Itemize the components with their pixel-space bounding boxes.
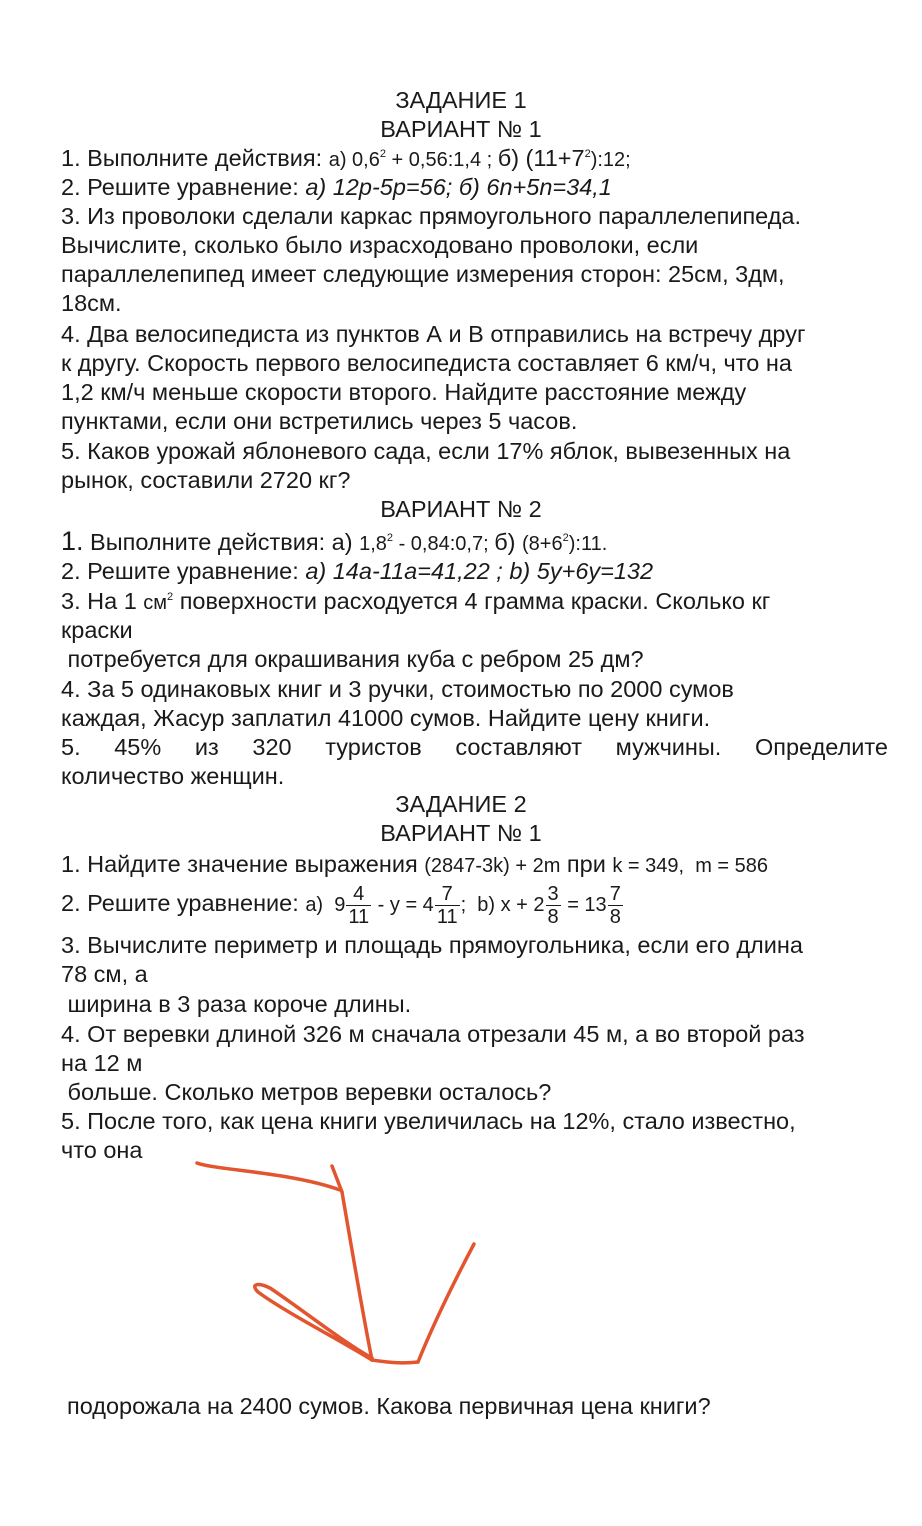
task-line: 5. 45% из 320 туристов составляют мужчины. Определите bbox=[61, 734, 888, 760]
task-line: Вычислите, сколько было израсходовано проволоки, если bbox=[61, 232, 699, 258]
task-line bbox=[61, 557, 891, 586]
task-line: ширина в 3 раза короче длины. bbox=[61, 991, 412, 1017]
task-line: параллелепипед имеет следующие измерения сторон: 25см, 3дм, bbox=[61, 261, 785, 287]
task-line: 1. Выполните действия: а) $1,8^2$ - 0,84:0,7; б) $(8+6^2):11$. bbox=[61, 526, 608, 556]
task-text: 1. Выполните действия: bbox=[61, 145, 329, 171]
task-line: 5. После того, как цена книги увеличилась на 12%, стало известно, bbox=[61, 1108, 796, 1134]
task-line: 18см. bbox=[61, 290, 122, 316]
task-line: 1,2 км/ч меньше скорости второго. Найдите расстояние между bbox=[61, 379, 747, 405]
task-line: рынок, составили 2720 кг? bbox=[61, 467, 351, 493]
task-text: 2. Решите уравнение: bbox=[61, 890, 306, 916]
task-line: количество женщин. bbox=[61, 763, 285, 789]
task-line: больше. Сколько метров веревки осталось? bbox=[61, 1079, 552, 1105]
fraction: $\frac{4}{11}$ bbox=[348, 883, 370, 929]
task-line bbox=[61, 173, 891, 202]
variant-title: ВАРИАНТ № 1 bbox=[380, 116, 542, 142]
task-line bbox=[61, 876, 891, 930]
section-title: ЗАДАНИЕ 1 bbox=[395, 87, 527, 113]
math-expression: $1,8^2$ - 0,84:0,7; bbox=[359, 532, 495, 555]
section-title: ЗАДАНИЕ 2 bbox=[395, 791, 527, 817]
equation: а) 12p-5p=56; б) 6n+5n=34,1 bbox=[305, 174, 612, 200]
fraction: $\frac{7}{8}$ bbox=[609, 883, 621, 929]
math-expression: а) $0,6^2$ + 0,56:1,4 ; б) $(11+7^2):12$; bbox=[328, 145, 631, 171]
task-line: 4. За 5 одинаковых книг и 3 ручки, стоимостью по 2000 сумов bbox=[61, 676, 734, 702]
task-line: 1. Найдите значение выражения (2847-3k) + 2m при k = 349, m = 586 bbox=[61, 851, 769, 877]
task-text: 2. Решите уравнение: bbox=[61, 174, 306, 200]
fraction: $\frac{3}{8}$ bbox=[547, 883, 559, 929]
task-line: 5. Каков урожай яблоневого сада, если 17% яблок, вывезенных на bbox=[61, 438, 791, 464]
math-expression: k = 349, m = 586 bbox=[612, 855, 769, 877]
task-line: пунктами, если они встретились через 5 часов. bbox=[61, 408, 578, 434]
task-line: каждая, Жасур заплатил 41000 сумов. Найдите цену книги. bbox=[61, 705, 711, 731]
task-line: подорожала на 2400 сумов. Какова первичная цена книги? bbox=[67, 1393, 711, 1419]
task-line: 3. Из проволоки сделали каркас прямоугольного параллелепипеда. bbox=[61, 203, 802, 229]
task-line: на 12 м bbox=[61, 1050, 143, 1076]
task-line: 4. От веревки длиной 326 м сначала отрезали 45 м, а во второй раз bbox=[61, 1021, 805, 1047]
task-line bbox=[61, 144, 891, 175]
task-line: 3. На 1 $см^2$ поверхности расходуется 4 грамма краски. Сколько кг bbox=[61, 588, 771, 614]
task-line: к другу. Скорость первого велосипедиста составляет 6 км/ч, что на bbox=[61, 350, 792, 376]
task-line: 78 см, а bbox=[61, 961, 148, 987]
task-text: Выполните действия: bbox=[83, 529, 332, 555]
task-line: потребуется для окрашивания куба с ребром 25 дм? bbox=[61, 646, 644, 672]
task-line: 3. Вычислите периметр и площадь прямоугольника, если его длина bbox=[61, 932, 803, 958]
task-line: что она bbox=[61, 1137, 143, 1163]
variant-title: ВАРИАНТ № 1 bbox=[380, 820, 542, 846]
task-number: 1. bbox=[61, 526, 84, 556]
variant-title: ВАРИАНТ № 2 bbox=[380, 496, 542, 522]
equation: а) 14a-11a=41,22 ; b) 5y+6y=132 bbox=[305, 558, 654, 584]
fraction: $\frac{7}{11}$ bbox=[436, 883, 458, 929]
task-text: 1. Найдите значение выражения bbox=[61, 851, 425, 877]
math-expression: (2847-3k) + 2m bbox=[424, 855, 561, 877]
equation: а) 9 $\frac{4}{11}$ - y = 4 $\frac{7}{11}$ ; b) x + 2 $\frac{3}{8}$ = 13 $\frac{7}{8}$ bbox=[305, 883, 621, 929]
math-expression: $(8+6^2):11$. bbox=[522, 532, 608, 555]
task-text: 2. Решите уравнение: bbox=[61, 558, 306, 584]
task-line: 4. Два велосипедиста из пунктов А и В отправились на встречу друг bbox=[61, 321, 806, 347]
task-line: краски bbox=[61, 617, 133, 643]
